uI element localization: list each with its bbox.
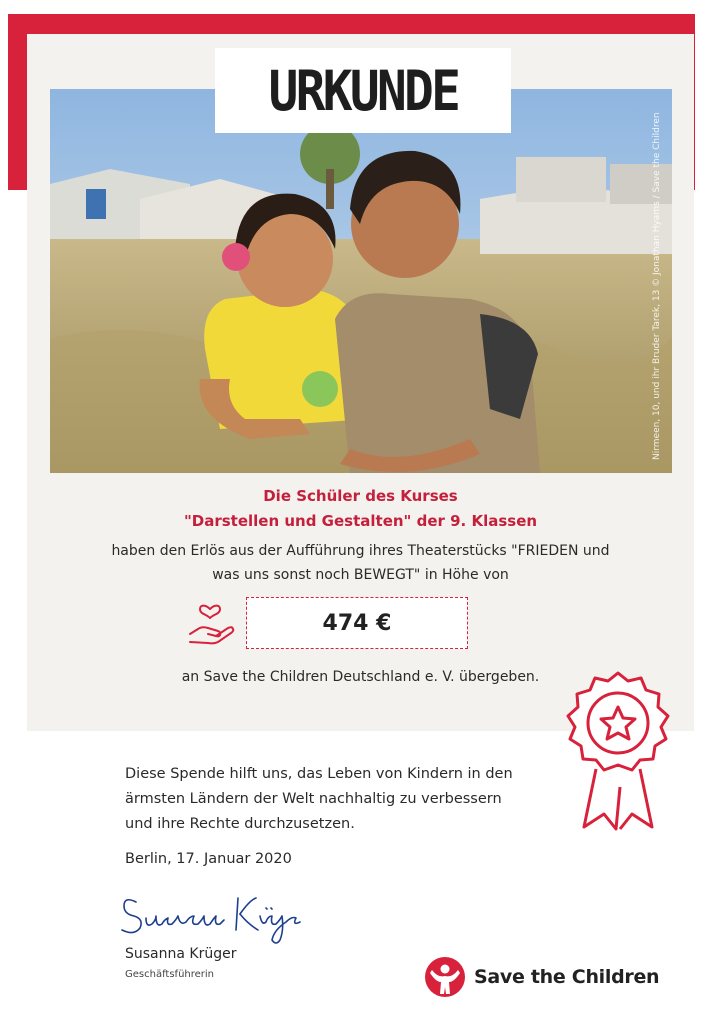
signer-role: Geschäftsführerin bbox=[125, 969, 215, 980]
amount-box bbox=[246, 597, 468, 649]
certificate-title: URKUNDE bbox=[268, 58, 458, 123]
date-line: Berlin, 17. Januar 2020 bbox=[125, 851, 292, 867]
title-box bbox=[215, 48, 511, 133]
paragraph-line-1: Diese Spende hilft uns, das Leben von Kindern in den bbox=[125, 766, 513, 782]
handwritten-signature bbox=[116, 886, 306, 948]
photo-credit: Nirmeen, 10, und ihr Bruder Tarek, 13 © Jonathan Hyams / Save the Children bbox=[652, 112, 662, 460]
signer-name: Susanna Krüger bbox=[125, 946, 237, 962]
save-the-children-logo bbox=[424, 955, 684, 999]
save-the-children-logo-icon bbox=[424, 956, 466, 998]
paragraph-line-2: ärmsten Ländern der Welt nachhaltig zu verbessern bbox=[125, 791, 502, 807]
paragraph-line-3: und ihre Rechte durchzusetzen. bbox=[125, 816, 355, 832]
heart-hand-icon bbox=[186, 598, 236, 646]
heading-line-2: "Darstellen und Gestalten" der 9. Klassen bbox=[183, 512, 538, 530]
heading-line-1: Die Schüler des Kurses bbox=[263, 487, 458, 505]
donation-amount: 474 € bbox=[322, 610, 392, 636]
logo-text: Save the Children bbox=[474, 966, 660, 988]
body-line-2: was uns sonst noch BEWEGT" in Höhe von bbox=[212, 567, 509, 583]
children-photo bbox=[50, 89, 672, 473]
body-line-1: haben den Erlös aus der Aufführung ihres Theaterstücks "FRIEDEN und bbox=[111, 543, 610, 559]
rosette-star-icon bbox=[556, 669, 680, 832]
body-line-3: an Save the Children Deutschland e. V. übergeben. bbox=[181, 669, 540, 685]
